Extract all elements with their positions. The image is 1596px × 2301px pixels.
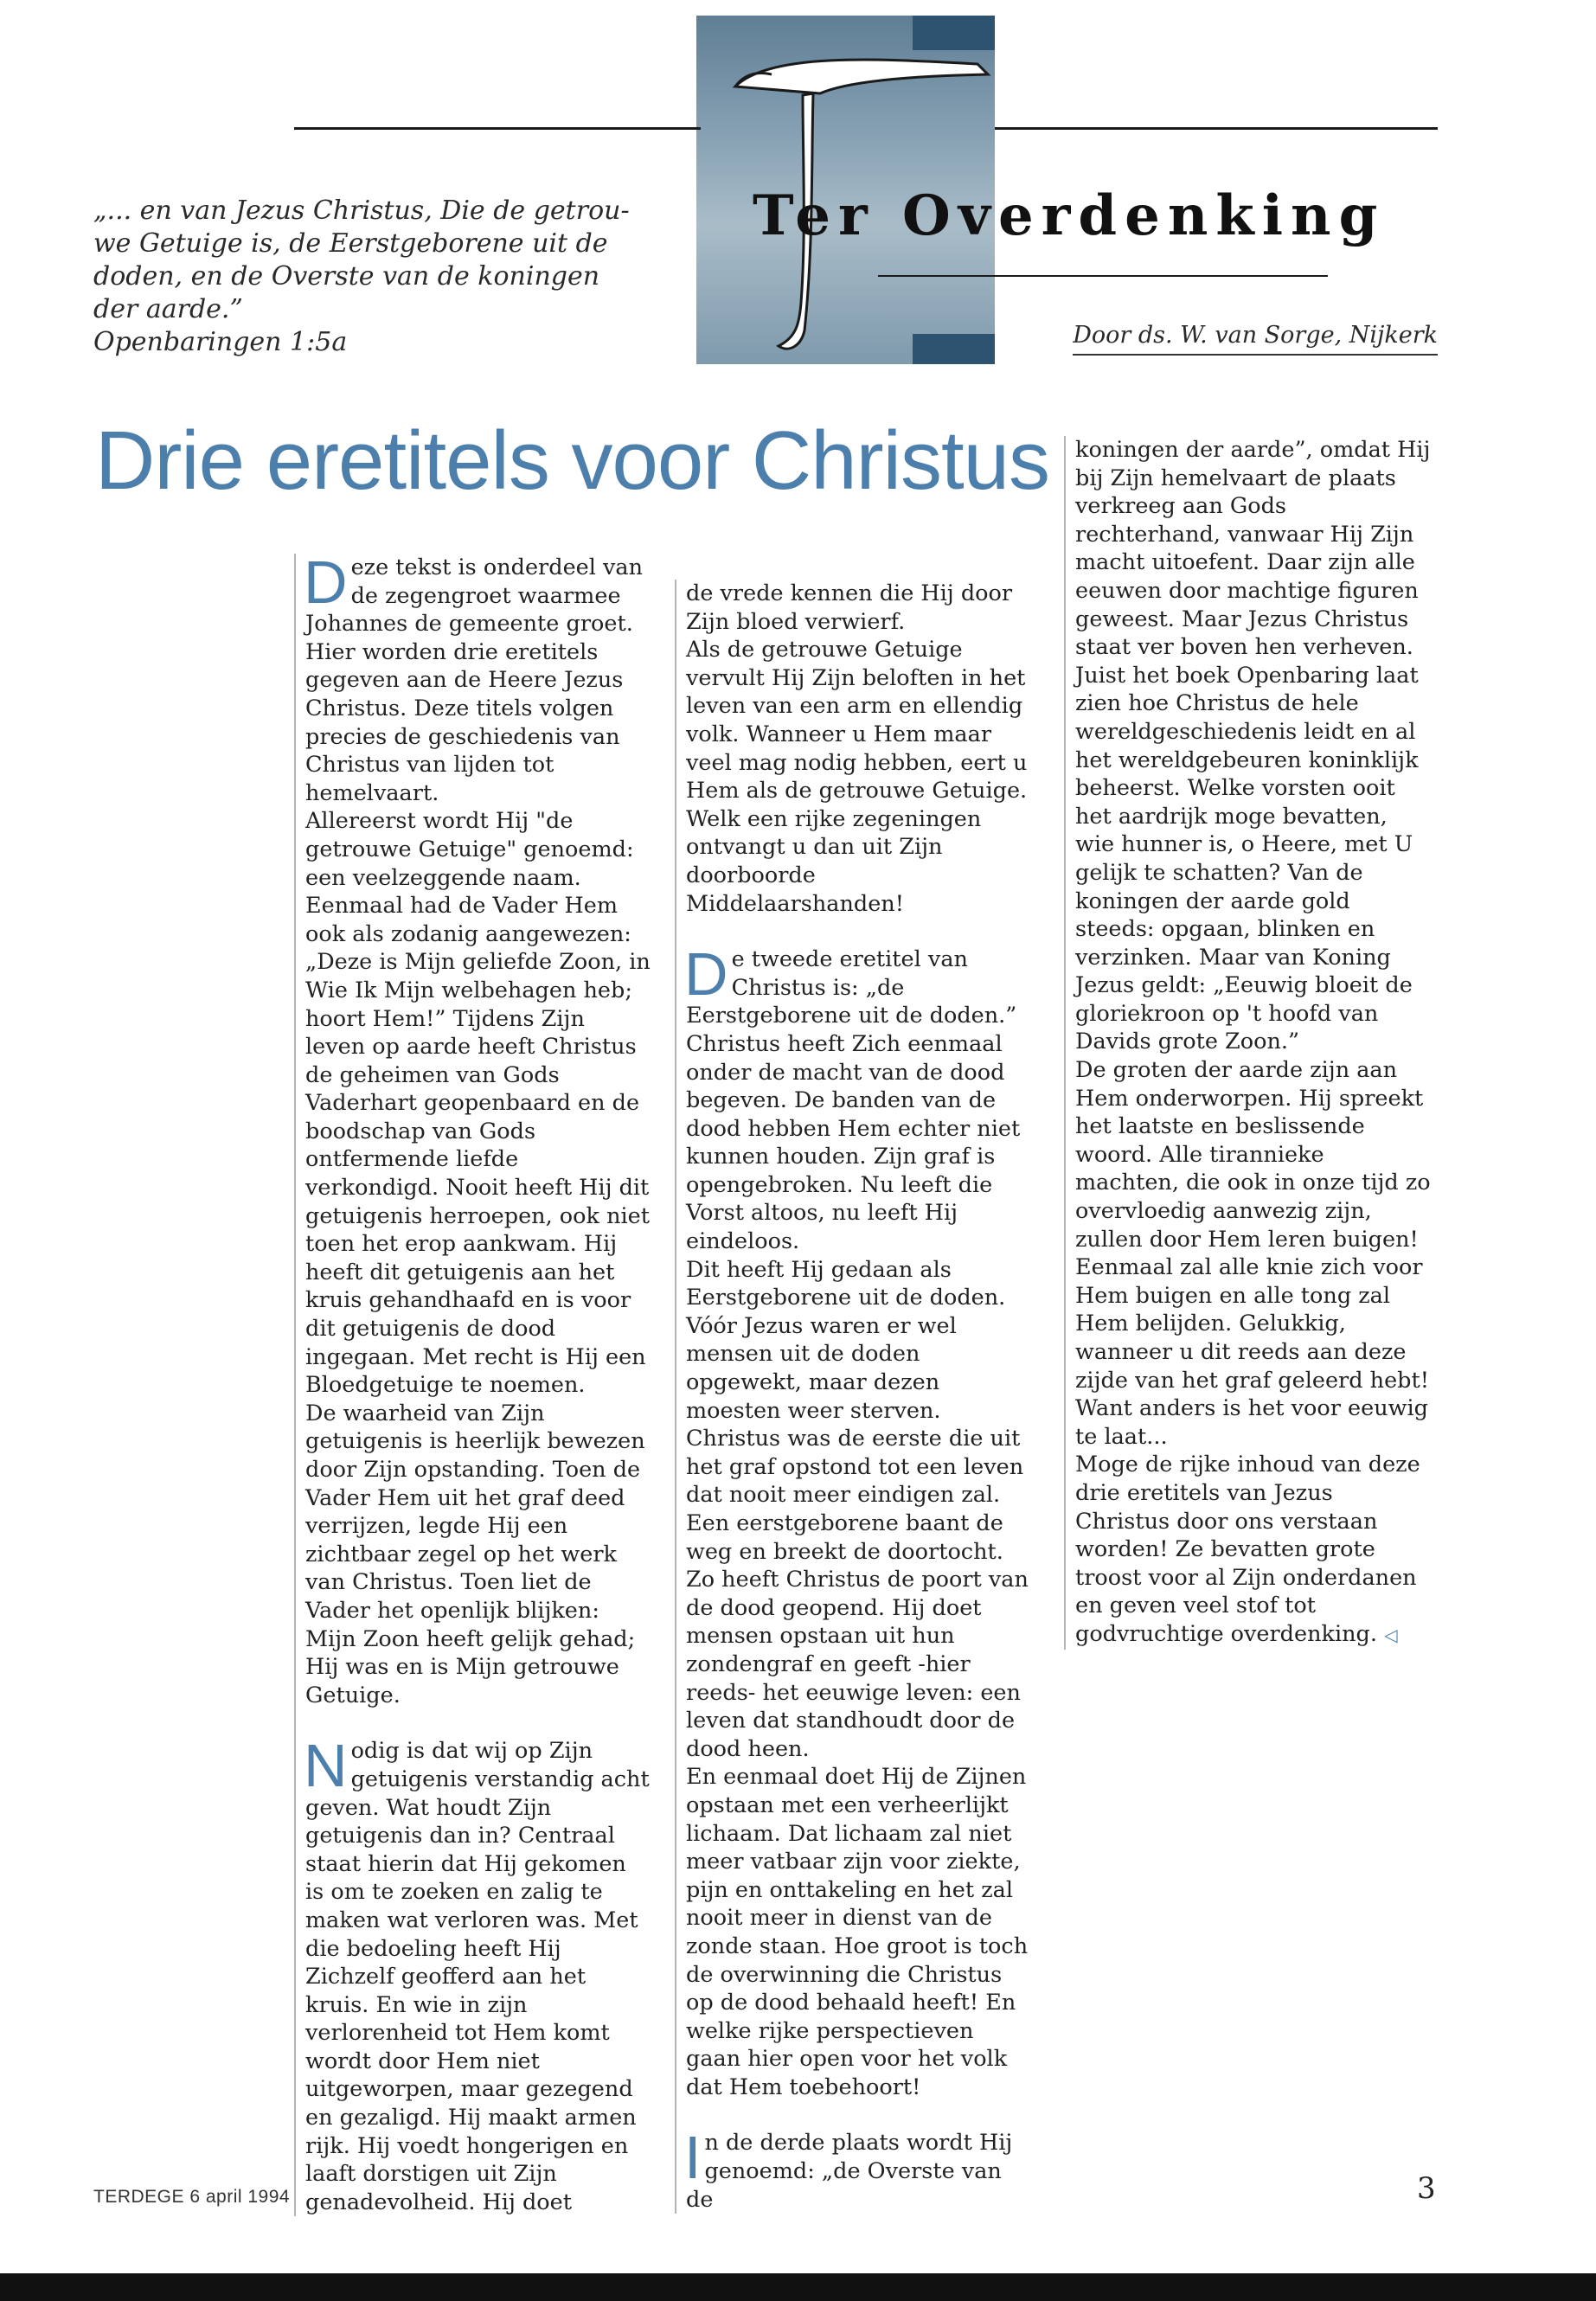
- paragraph: En eenmaal doet Hij de Zijnen opstaan met een verheerlijkt lichaam. Dat lichaam zal niet meer vatbaar zijn voor ziekte, pijn en onttakeling en het zal nooit meer in dienst van de zonde staan. Hoe groot is toch de overwinning die Christus op de dood behaald heeft! En welke rijke perspectieven gaan hier open voor het volk dat Hem toebehoort!: [686, 1764, 1029, 2100]
- paragraph: De tweede eretitel van Christus is: „de Eerstgeborene uit de doden.” Christus heeft Zich eenmaal onder de macht van de dood begeven. De banden van de dood hebben Hem echter niet kunnen houden. Zijn graf is opengebroken. Nu leeft die Vorst altoos, nu leeft Hij eindeloos.: [684, 940, 1021, 1255]
- page-number: 3: [1417, 2171, 1436, 2206]
- section-title-underline: [878, 275, 1328, 277]
- paragraph: De groten der aarde zijn aan Hem onderworpen. Hij spreekt het laatste en beslissende woord. Alle tirannieke machten, die ook in onze tijd zo overvloedig aanwezig zijn, zullen door Hem leren buigen! Eenmaal zal alle knie zich voor Hem buigen en alle tong zal Hem belijden. Gelukkig, wanneer u dit reeds aan deze zijde van het graf geleerd hebt! Want anders is het voor eeuwig te laat...: [1075, 1057, 1431, 1450]
- paragraph: Als de getrouwe Getuige vervult Hij Zijn beloften in het leven van een arm en ellendig volk. Wanneer u Hem maar veel mag nodig hebben, eert u Hem als de getrouwe Getuige. Welk een rijke zegeningen ontvangt u dan uit Zijn doorboorde Middelaarshanden!: [686, 637, 1028, 917]
- section-title: Ter Overdenking: [753, 183, 1386, 248]
- header-rule-left: [294, 127, 701, 130]
- paragraph: De waarheid van Zijn getuigenis is heerlijk bewezen door Zijn opstanding. Toen de Vader Hem uit het graf deed verrijzen, legde Hij een zichtbaar zegel op het werk van Christus. Toen liet de Vader het openlijk blijken: Mijn Zoon heeft gelijk gehad; Hij was en is Mijn getrouwe Getuige.: [305, 1400, 645, 1708]
- drop-cap: N: [304, 1732, 348, 1800]
- end-mark-icon: ◁: [1384, 1624, 1398, 1645]
- article-column-2: [675, 580, 1031, 2214]
- paragraph: Nodig is dat wij op Zijn getuigenis verstandig acht geven. Wat houdt Zijn getuigenis dan in? Centraal staat hierin dat Hij gekomen is om te zoeken en zalig te maken wat verloren was. Met die bedoeling heeft Hij Zichzelf geofferd aan het kruis. En wie in zijn verlorenheid tot Hem komt wordt door Hem niet uitgeworpen, maar gezegend en gezaligd. Hij maakt armen rijk. Hij voedt hongerigen en laaft dorstigen uit Zijn genadevolheid. Hij doet: [304, 1732, 650, 2215]
- paragraph: In de derde plaats wordt Hij genoemd: „de Overste van de: [684, 2124, 1013, 2213]
- scan-bottom-edge: [0, 2273, 1596, 2301]
- drop-cap: I: [684, 2124, 702, 2192]
- author-byline: Door ds. W. van Sorge, Nijkerk: [1073, 322, 1438, 356]
- paragraph: Allereerst wordt Hij "de getrouwe Getuige" genoemd: een veelzeggende naam. Eenmaal had de Vader Hem ook als zodanig aangewezen: „Deze is Mijn geliefde Zoon, in Wie Ik Mijn welbehagen heb; hoort Hem!” Tijdens Zijn leven op aarde heeft Christus de geheimen van Gods Vaderhart geopenbaard en de boodschap van Gods ontfermende liefde verkondigd. Nooit heeft Hij dit getuigenis herroepen, ook niet toen het erop aankwam. Hij heeft dit getuigenis aan het kruis gehandhaafd en is voor dit getuigenis de dood ingegaan. Met recht is Hij een Bloedgetuige te noemen.: [305, 808, 651, 1399]
- header-rule-right: [995, 127, 1438, 130]
- decorative-t-letter-icon: [709, 0, 995, 363]
- drop-cap: D: [304, 548, 348, 616]
- footer-publication: TERDEGE 6 april 1994: [93, 2187, 291, 2207]
- drop-cap: D: [684, 940, 728, 1009]
- paragraph: de vrede kennen die Hij door Zijn bloed verwierf.: [686, 580, 1013, 635]
- article-column-3: [1064, 436, 1431, 1650]
- paragraph: Moge de rijke inhoud van deze drie eretitels van Jezus Christus door ons verstaan worden! Ze bevatten grote troost voor al Zijn onderdanen en geven veel stof tot godvruchtige overdenking. ◁: [1075, 1452, 1420, 1647]
- article-column-1: [294, 548, 651, 2216]
- paragraph: koningen der aarde”, omdat Hij bij Zijn hemelvaart de plaats verkreeg aan Gods rechterhand, vanwaar Hij Zijn macht uitoefent. Daar zijn alle eeuwen door machtige figuren geweest. Maar Jezus Christus staat ver boven hen verheven. Juist het boek Openbaring laat zien hoe Christus de hele wereldgeschiedenis leidt en al het wereldgebeuren koninklijk beheerst. Welke vorsten ooit het aardrijk moge bevatten, wie hunner is, o Heere, met U gelijk te schatten? Van de koningen der aarde gold steeds: opgaan, blinken en verzinken. Maar van Koning Jezus geldt: „Eeuwig bloeit de gloriekroon op 't hoofd van Davids grote Zoon.”: [1075, 437, 1431, 1055]
- quote-reference: Openbaringen 1:5a: [93, 327, 348, 357]
- paragraph: Deze tekst is onderdeel van de zegengroet waarmee Johannes de gemeente groet. Hier worden drie eretitels gegeven aan de Heere Jezus Christus. Deze titels volgen precies de geschiedenis van Christus van lijden tot hemelvaart.: [304, 548, 644, 806]
- paragraph: Dit heeft Hij gedaan als Eerstgeborene uit de doden. Vóór Jezus waren er wel mensen uit de doden opgewekt, maar dezen moesten weer sterven. Christus was de eerste die uit het graf opstond tot een leven dat nooit meer eindigen zal. Een eerstgeborene baant de weg en breekt de doortocht. Zo heeft Christus de poort van de dood geopend. Hij doet mensen opstaan uit hun zondengraf en geeft -hier reeds- het eeuwige leven: een leven dat standhoudt door de dood heen.: [686, 1256, 1029, 1762]
- quote-text: „... en van Jezus Christus, Die de getrou-we Getuige is, de Eerstgeborene uit de doden, en de Overste van de koningen der aarde.”: [93, 195, 630, 324]
- article-headline: Drie eretitels voor Christus: [95, 414, 1049, 507]
- scripture-quote: [93, 195, 647, 359]
